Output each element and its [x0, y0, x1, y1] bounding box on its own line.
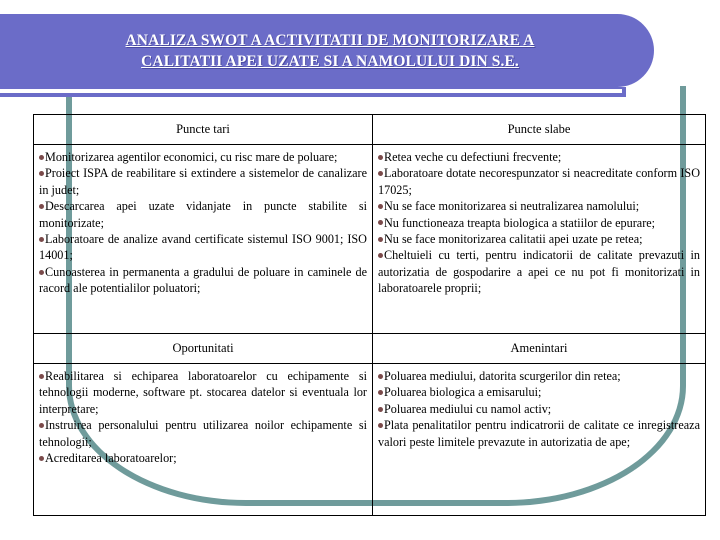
swot-header-threats: Amenintari — [373, 334, 706, 364]
list-item-label: Proiect ISPA de reabilitare si extindere a sistemelor de canalizare in judet; — [39, 166, 367, 197]
swot-cell-weaknesses — [373, 145, 706, 334]
list-item-label: Reabilitarea si echiparea laboratoarelor cu echipamente si tehnologii moderne, software pt. stocarea datelor si eventuala lor interpretare; — [39, 369, 367, 416]
weaknesses-list — [378, 149, 700, 297]
list-item-label: Nu se face monitorizarea si neutralizarea namolului; — [384, 199, 640, 214]
list-item-label: Descarcarea apei uzate vidanjate in puncte stabilite si monitorizate; — [39, 199, 367, 230]
list-item-label: Poluarea mediului cu namol activ; — [384, 401, 552, 416]
list-item — [378, 368, 700, 384]
list-item — [378, 165, 700, 198]
list-item-label: Monitorizarea agentilor economici, cu risc mare de poluare; — [45, 150, 338, 164]
swot-content-row-top — [34, 145, 706, 334]
list-item — [39, 149, 367, 165]
swot-cell-threats — [373, 364, 706, 516]
list-item-label: Laboratoare dotate necorespunzator si neacreditate conform ISO 17025; — [378, 166, 700, 197]
bullet-icon — [39, 456, 44, 461]
bullet-icon — [378, 407, 383, 412]
list-item-label: Acreditarea laboratoarelor; — [45, 451, 177, 466]
title-banner-divider — [0, 89, 622, 93]
page-title — [0, 30, 660, 72]
threats-list — [378, 368, 700, 450]
bullet-icon — [39, 171, 44, 176]
page-title-line-1: ANALIZA SWOT A ACTIVITATII DE MONITORIZARE A — [125, 32, 535, 49]
list-item-label: Retea veche cu defectiuni frecvente; — [384, 150, 562, 164]
page-title-line-2: CALITATII APEI UZATE SI A NAMOLULUI DIN S.E. — [141, 53, 519, 70]
list-item-label: Nu functioneaza treapta biologica a statiilor de epurare; — [384, 215, 656, 230]
list-item-label: Poluarea biologica a emisarului; — [384, 385, 542, 400]
swot-table — [33, 114, 706, 516]
swot-header-row-bottom — [34, 334, 706, 364]
list-item — [39, 198, 367, 231]
list-item — [378, 247, 700, 296]
bullet-icon — [39, 237, 44, 242]
list-item — [39, 231, 367, 264]
swot-header-row-top — [34, 115, 706, 145]
list-item-label: Cheltuieli cu terti, pentru indicatorii de calitate prevazuti in autorizatia de gospodarire a apei ce nu pot fi monitorizati in laboratoarele proprii; — [378, 248, 700, 296]
swot-header-strengths: Puncte tari — [34, 115, 373, 145]
list-item — [378, 231, 700, 247]
swot-header-weaknesses: Puncte slabe — [373, 115, 706, 145]
bullet-icon — [378, 237, 383, 242]
list-item-label: Cunoasterea in permanenta a gradului de poluare in caminele de racord ale potentialilor poluatori; — [39, 264, 367, 296]
list-item-label: Nu se face monitorizarea calitatii apei uzate pe retea; — [384, 232, 643, 247]
bullet-icon — [378, 390, 383, 395]
list-item — [39, 417, 367, 450]
bullet-icon — [378, 155, 383, 160]
bullet-icon — [378, 374, 383, 379]
list-item — [39, 368, 367, 417]
list-item-label: Laboratoare de analize avand certificate sistemul ISO 9001; ISO 14001; — [39, 232, 367, 263]
bullet-icon — [378, 220, 383, 225]
bullet-icon — [378, 423, 383, 428]
swot-cell-strengths — [34, 145, 373, 334]
list-item — [39, 165, 367, 198]
strengths-list — [39, 149, 367, 297]
list-item-label: Plata penalitatilor pentru indicatrorii de calitate ce inregistreaza valori peste limitele prevazute in autorizatia de ape; — [378, 418, 700, 449]
bullet-icon — [39, 155, 44, 160]
bullet-icon — [39, 423, 44, 428]
list-item — [39, 264, 367, 297]
bullet-icon — [378, 253, 383, 258]
list-item-label: Poluarea mediului, datorita scurgerilor din retea; — [384, 369, 621, 383]
bullet-icon — [39, 374, 44, 379]
bullet-icon — [378, 171, 383, 176]
bullet-icon — [39, 204, 44, 209]
swot-content-row-bottom — [34, 364, 706, 516]
list-item-label: Instruirea personalului pentru utilizarea noilor echipamente si tehnologii; — [39, 418, 367, 449]
swot-header-opportunities: Oportunitati — [34, 334, 373, 364]
bullet-icon — [378, 204, 383, 209]
list-item — [378, 384, 700, 400]
list-item — [378, 215, 700, 231]
list-item — [378, 401, 700, 417]
swot-cell-opportunities — [34, 364, 373, 516]
opportunities-list — [39, 368, 367, 466]
list-item — [378, 149, 700, 165]
list-item — [378, 417, 700, 450]
bullet-icon — [39, 270, 44, 275]
list-item — [39, 450, 367, 466]
list-item — [378, 198, 700, 214]
